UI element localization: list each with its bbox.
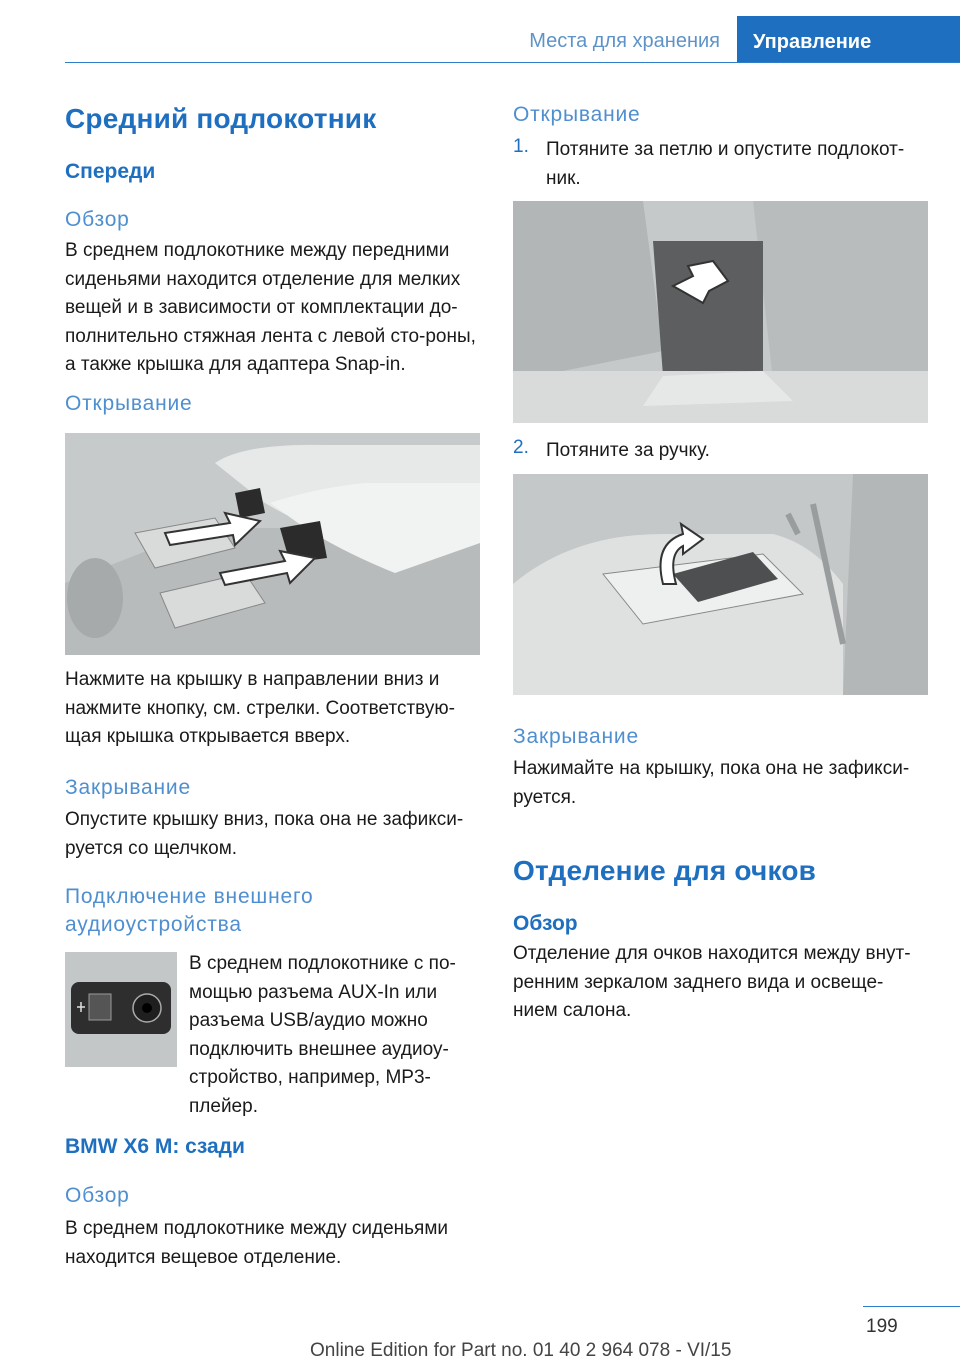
rear-compartment-illustration xyxy=(513,474,928,695)
audio-text: В среднем подлокотнике с по-мощью разъема AUX-In или разъема USB/аудио можно подключить внешнее аудиоу-стройство, например, MP3-плейер. xyxy=(189,953,456,1117)
usb-aux-illustration xyxy=(65,952,177,1067)
heading-opening-rear: Открывание xyxy=(513,103,641,126)
usb-aux-figure xyxy=(65,952,177,1067)
heading-overview-2: Обзор xyxy=(65,1184,130,1207)
front-armrest-figure xyxy=(65,433,480,655)
step-2-text: Потяните за ручку. xyxy=(546,440,710,461)
rear-armrest-figure xyxy=(513,201,928,423)
front-armrest-illustration xyxy=(65,433,480,655)
footer-rule xyxy=(863,1306,960,1307)
overview-2-text: В среднем подлокотнике между сиденьями находится вещевое отделение. xyxy=(65,1218,449,1268)
header-chapter-tab[interactable]: Управление xyxy=(737,16,960,62)
heading-glasses-compartment: Отделение для очков xyxy=(513,855,817,886)
rear-armrest-illustration xyxy=(513,201,928,423)
step-1-number: 1. xyxy=(513,136,529,157)
footer-edition: Online Edition for Part no. 01 40 2 964 078 - VI/15 xyxy=(310,1340,732,1361)
heading-audio: Подключение внешнего аудиоустройства xyxy=(65,885,314,936)
heading-overview: Обзор xyxy=(65,208,130,231)
header-section-title: Места для хранения xyxy=(529,30,720,52)
step-2 xyxy=(513,437,928,467)
rear-compartment-figure xyxy=(513,474,928,695)
closing-rear-text: Нажимайте на крышку, пока она не зафикси-руется. xyxy=(513,758,910,808)
page-title: Средний подлокотник xyxy=(65,103,377,134)
overview-text: В среднем подлокотнике между передними сиденьями находится отделение для мелких вещей и в зависимости от комплектации до-полнительно стяжная лента с левой сто-роны, а также крышка для адаптера Snap-in. xyxy=(65,240,476,375)
audio-text-wrap xyxy=(189,950,481,1121)
subheading-front: Спереди xyxy=(65,160,156,183)
heading-closing-rear: Закрывание xyxy=(513,725,639,748)
step-2-number: 2. xyxy=(513,437,529,458)
header-rule xyxy=(65,62,960,63)
step-1 xyxy=(513,136,928,196)
page-number: 199 xyxy=(866,1316,898,1337)
opening-text: Нажмите на крышку в направлении вниз и нажмите кнопку, см. стрелки. Соответствую-щая крышка открывается вверх. xyxy=(65,669,455,747)
step-1-text: Потяните за петлю и опустите подлокот-ник. xyxy=(546,139,905,189)
closing-text: Опустите крышку вниз, пока она не зафикси-руется со щелчком. xyxy=(65,809,464,859)
subheading-rear: BMW X6 M: сзади xyxy=(65,1135,245,1158)
glasses-text: Отделение для очков находится между внут-ренним зеркалом заднего вида и освеще-нием салона. xyxy=(513,943,911,1021)
heading-overview-glasses: Обзор xyxy=(513,912,578,935)
heading-closing: Закрывание xyxy=(65,776,191,799)
heading-opening: Открывание xyxy=(65,392,193,415)
